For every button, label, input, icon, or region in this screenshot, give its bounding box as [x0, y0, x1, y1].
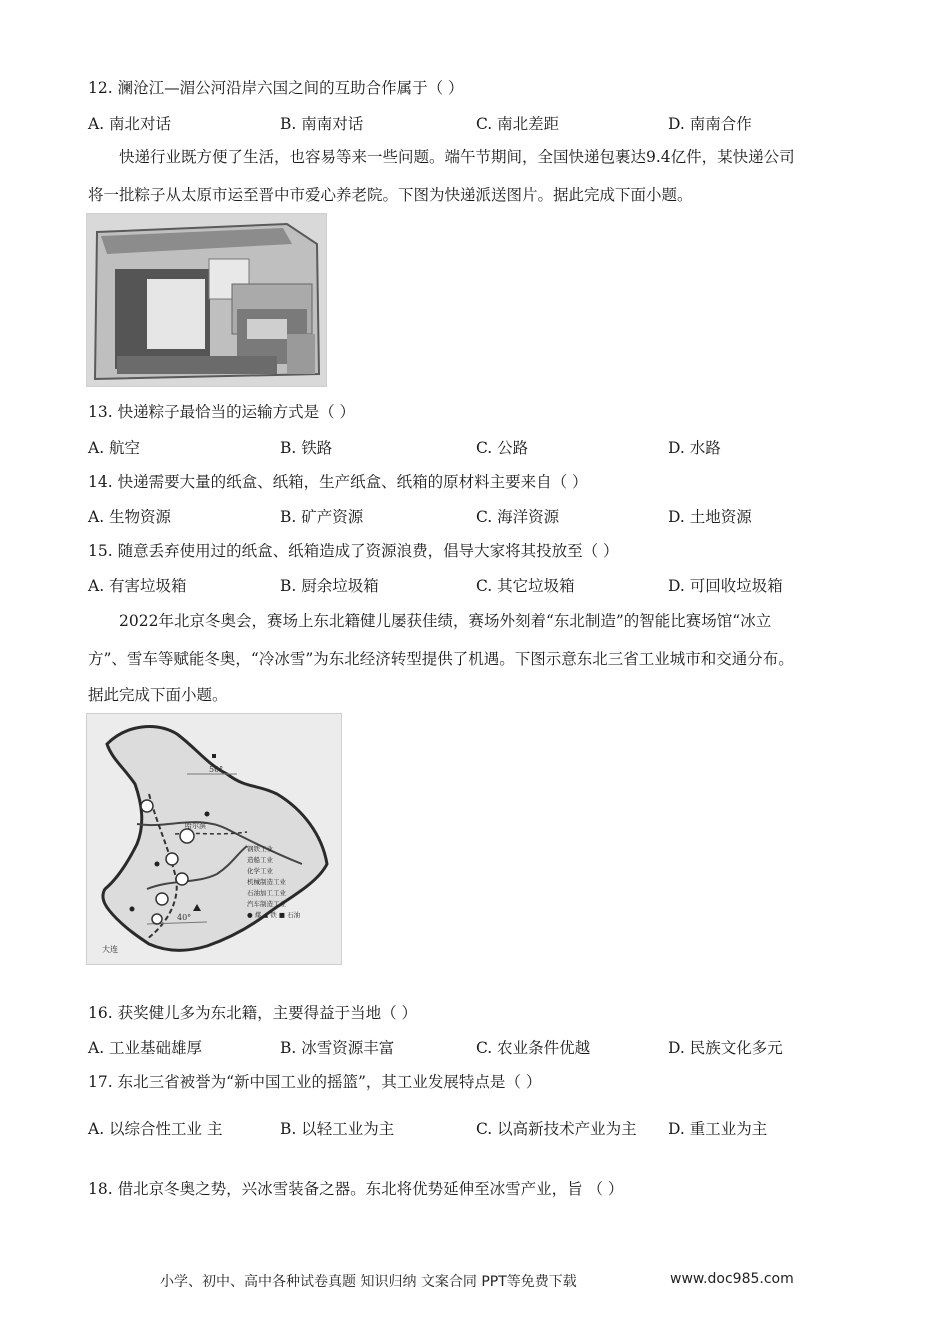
q14-option-a: A. 生物资源	[88, 508, 172, 526]
question-17-stem: 17. 东北三省被誉为“新中国工业的摇篮”，其工业发展特点是（ ）	[88, 1073, 542, 1091]
q14-option-c: C. 海洋资源	[476, 508, 560, 526]
passage-2-line-2: 方”、雪车等赋能冬奥，“冷冰雪”为东北经济转型提供了机遇。下图示意东北三省工业城市和交通分布。	[88, 650, 794, 668]
passage-1-line-2: 将一批粽子从太原市运至晋中市爱心养老院。下图为快递派送图片。据此完成下面小题。	[88, 186, 693, 204]
question-15-stem: 15. 随意丢弃使用过的纸盒、纸箱造成了资源浪费，倡导大家将其投放至（ ）	[88, 542, 619, 560]
question-14-stem: 14. 快递需要大量的纸盒、纸箱，生产纸盒、纸箱的原材料主要来自（ ）	[88, 473, 588, 491]
q13-option-b: B. 铁路	[280, 439, 333, 457]
q15-option-c: C. 其它垃圾箱	[476, 577, 575, 595]
legend-item-steel: 钢铁工业	[247, 845, 273, 853]
question-13-stem: 13. 快递粽子最恰当的运输方式是（ ）	[88, 403, 356, 421]
q12-option-a: A. 南北对话	[88, 115, 172, 133]
northeast-industry-map	[86, 713, 342, 965]
q12-option-b: B. 南南对话	[280, 115, 364, 133]
passage-2-line-1: 2022年北京冬奥会，赛场上东北籍健儿屡获佳绩，赛场外刻着“东北制造”的智能比赛场馆“冰立	[119, 612, 772, 630]
legend-item-machinery: 机械制造工业	[247, 878, 286, 886]
express-van-illustration	[87, 214, 326, 386]
q17-option-a: A. 以综合性工业 主	[88, 1120, 223, 1138]
q17-option-d: D. 重工业为主	[668, 1120, 768, 1138]
map-legend	[247, 844, 300, 921]
legend-item-shipbuilding: 造船工业	[247, 856, 273, 864]
passage-1-line-1: 快递行业既方便了生活，也容易等来一些问题。端午节期间，全国快递包裹达9.4亿件，某快递公司	[119, 148, 795, 166]
q16-option-b: B. 冰雪资源丰富	[280, 1039, 395, 1057]
q15-option-d: D. 可回收垃圾箱	[668, 577, 783, 595]
q13-option-d: D. 水路	[668, 439, 721, 457]
city-harbin-label: 哈尔滨	[185, 822, 206, 830]
q16-option-c: C. 农业条件优越	[476, 1039, 591, 1057]
express-van-photo	[86, 213, 327, 387]
q14-option-d: D. 土地资源	[668, 508, 752, 526]
footer-url[interactable]: www.doc985.com	[670, 1271, 794, 1287]
latitude-50-label: 50°	[209, 765, 224, 774]
q16-option-a: A. 工业基础雄厚	[88, 1039, 203, 1057]
q17-option-b: B. 以轻工业为主	[280, 1120, 395, 1138]
q17-option-c: C. 以高新技术产业为主	[476, 1120, 637, 1138]
footer-text: 小学、初中、高中各种试卷真题 知识归纳 文案合同 PPT等免费下载	[160, 1274, 577, 1290]
q16-option-d: D. 民族文化多元	[668, 1039, 783, 1057]
q12-option-d: D. 南南合作	[668, 115, 752, 133]
legend-item-resources: ● 煤 ▲ 铁 ■ 石油	[247, 911, 301, 919]
question-18-stem: 18. 借北京冬奥之势，兴冰雪装备之器。东北将优势延伸至冰雪产业，旨 （ ）	[88, 1180, 624, 1198]
q14-option-b: B. 矿产资源	[280, 508, 364, 526]
q15-option-b: B. 厨余垃圾箱	[280, 577, 379, 595]
passage-2-line-3: 据此完成下面小题。	[88, 686, 228, 704]
legend-item-chemical: 化学工业	[247, 867, 273, 875]
city-dalian-label: 大连	[102, 945, 118, 954]
q13-option-c: C. 公路	[476, 439, 529, 457]
legend-item-petroleum: 石油加工工业	[247, 889, 286, 897]
q13-option-a: A. 航空	[88, 439, 141, 457]
q12-option-c: C. 南北差距	[476, 115, 560, 133]
latitude-40-label: 40°	[177, 913, 192, 922]
question-12-stem: 12. 澜沧江—湄公河沿岸六国之间的互助合作属于（ ）	[88, 79, 464, 97]
q15-option-a: A. 有害垃圾箱	[88, 577, 187, 595]
legend-item-automobile: 汽车制造工业	[247, 900, 286, 908]
question-16-stem: 16. 获奖健儿多为东北籍，主要得益于当地（ ）	[88, 1004, 418, 1022]
map-illustration	[87, 714, 341, 964]
